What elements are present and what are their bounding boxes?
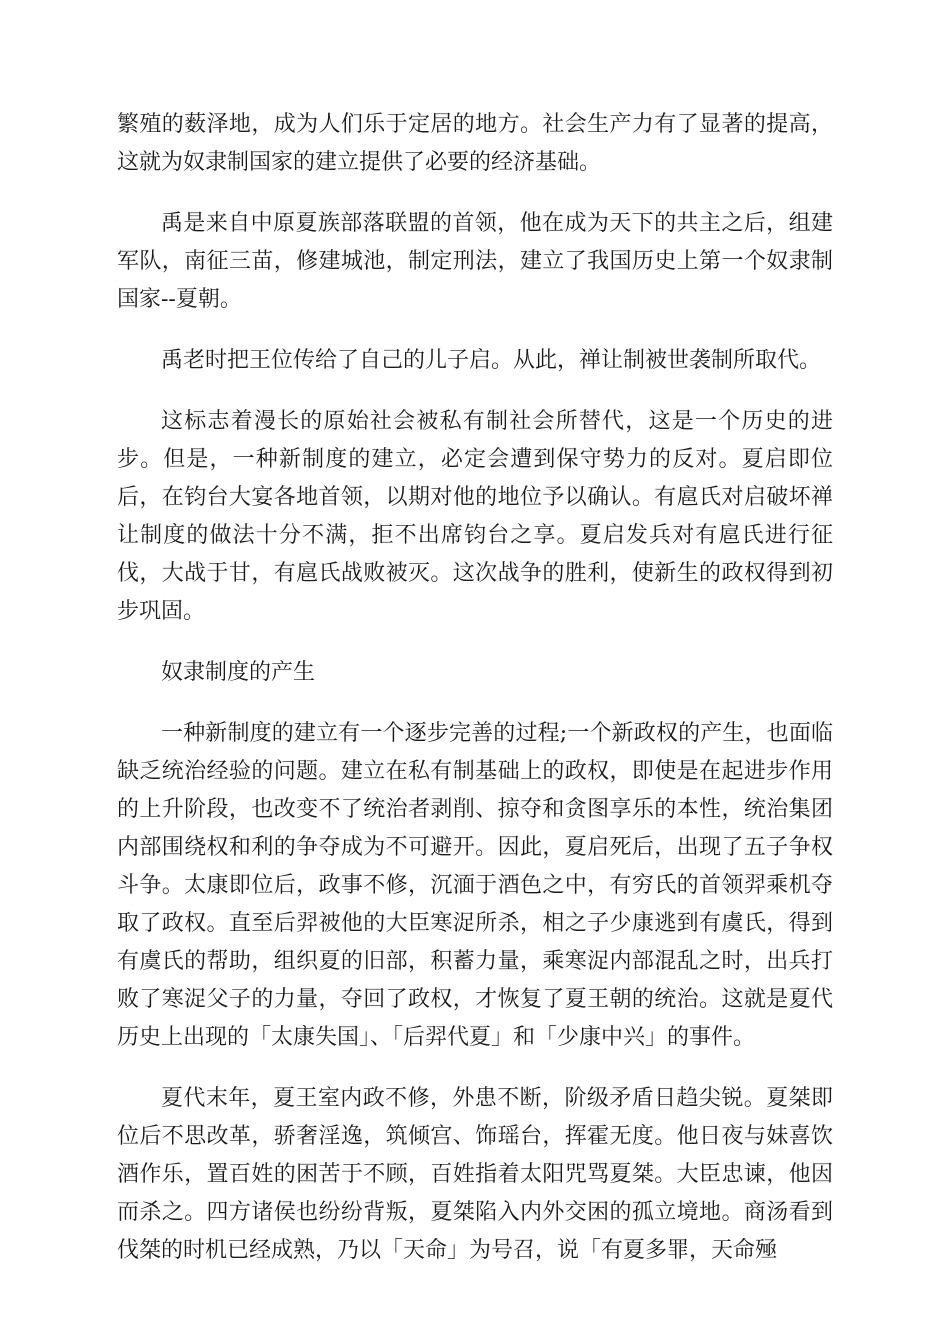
section-heading-slavery-origin: 奴隶制度的产生: [161, 660, 316, 685]
paragraph-xia-qi-consolidation: 这标志着漫长的原始社会被私有制社会所替代，这是一个历史的进步。但是，一种新制度的建立，必定会遭到保守势力的反对。夏启即位后，在钧台大宴各地首领，以期对他的地位予以确认。有扈氏对启破坏禅让制度的做法十分不满，拒不出席钧台之享。夏启发兵对有扈氏进行征伐，大战于甘，有扈氏战败被灭。这次战争的胜利，使新生的政权得到初步巩固。: [117, 409, 833, 624]
paragraph-late-xia: 夏代末年，夏王室内政不修，外患不断，阶级矛盾日趋尖锐。夏桀即位后不思改革，骄奢淫逸，筑倾宫、饰瑶台，挥霍无度。他日夜与妹喜饮酒作乐，置百姓的困苦于不顾，百姓指着太阳咒骂夏桀。大臣忠谏，他因而杀之。四方诸侯也纷纷背叛，夏桀陷入内外交困的孤立境地。商汤看到伐桀的时机已经成熟，乃以「天命」为号召，说「有夏多罪，天命殛: [117, 1086, 833, 1263]
paragraph-power-struggles: 一种新制度的建立有一个逐步完善的过程;一个新政权的产生，也面临缺乏统治经验的问题。建立在私有制基础上的政权，即使是在起进步作用的上升阶段，也改变不了统治者剥削、掠夺和贪图享乐的本性，统治集团内部围绕权和利的争夺成为不可避开。因此，夏启死后，出现了五子争权斗争。太康即位后，政事不修，沉湎于酒色之中，有穷氏的首领羿乘机夺取了政权。直至后羿被他的大臣寒浞所杀，相之子少康逃到有虞氏，得到有虞氏的帮助，组织夏的旧部，积蓄力量，乘寒浞内部混乱之时，出兵打败了寒浞父子的力量，夺回了政权，才恢复了夏王朝的统治。这就是夏代历史上出现的「太康失国」、「后羿代夏」和「少康中兴」的事件。: [117, 721, 833, 1050]
paragraph-hereditary-succession: 禹老时把王位传给了自己的儿子启。从此，禅让制被世袭制所取代。: [161, 348, 822, 373]
document-body: [117, 106, 833, 1293]
paragraph-continued: 繁殖的薮泽地，成为人们乐于定居的地方。社会生产力有了显著的提高，这就为奴隶制国家的建立提供了必要的经济基础。: [117, 112, 833, 175]
paragraph-yu-founds-xia: 禹是来自中原夏族部落联盟的首领，他在成为天下的共主之后，组建军队，南征三苗，修建城池，制定刑法，建立了我国历史上第一个奴隶制国家--夏朝。: [117, 211, 833, 312]
